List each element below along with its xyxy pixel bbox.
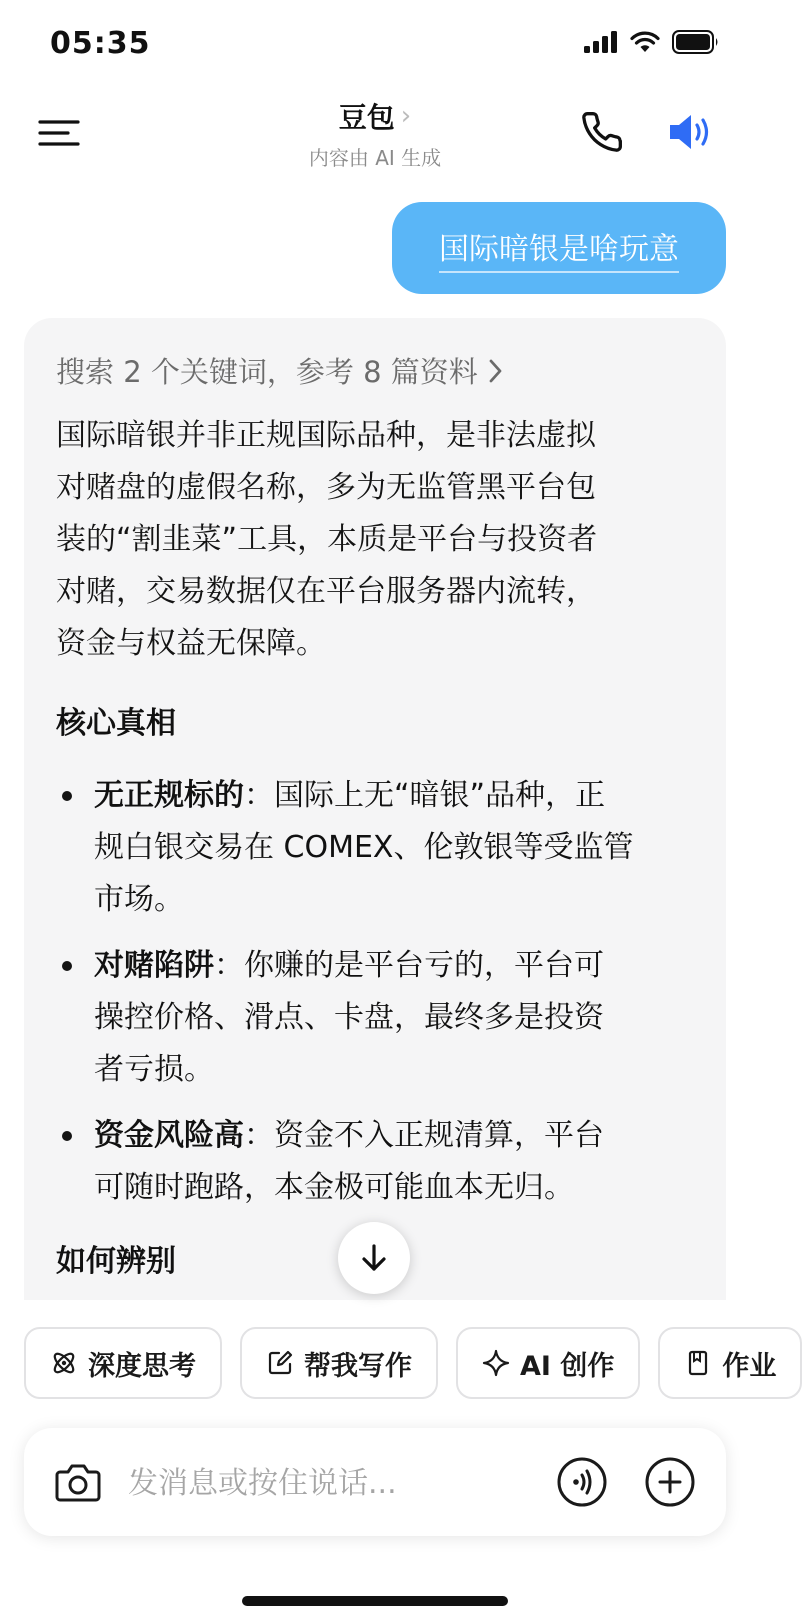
text-line: 对赌盘的虚假名称，多为无监管黑平台包: [56, 470, 596, 505]
bullet-list: [56, 770, 706, 1228]
camera-icon: [54, 1460, 102, 1504]
chat-header: [0, 90, 750, 180]
call-button[interactable]: [580, 110, 624, 154]
sparkle-icon: [482, 1349, 510, 1377]
add-attachment-button[interactable]: [644, 1456, 696, 1508]
wifi-icon: [630, 31, 660, 53]
chip-label: 作业: [722, 1350, 777, 1382]
search-summary-link[interactable]: [56, 350, 504, 391]
section-heading: 如何辨别: [56, 1244, 176, 1279]
bullet-dot: [62, 961, 72, 971]
list-item: [56, 940, 706, 1096]
bullet-text: 者亏损。: [94, 1052, 214, 1087]
voice-call-button[interactable]: [556, 1456, 608, 1508]
signal-icon: [584, 31, 618, 53]
edit-icon: [266, 1349, 294, 1377]
document-icon: [684, 1349, 712, 1377]
bottom-panel: [0, 1300, 777, 1624]
camera-button[interactable]: [54, 1460, 102, 1504]
plus-circle-icon: [644, 1456, 696, 1508]
bullet-dot: [62, 1131, 72, 1141]
bullet-text: 操控价格、滑点、卡盘，最终多是投资: [94, 1000, 604, 1035]
text-line: 资金与权益无保障。: [56, 626, 326, 661]
bullet-text: 规白银交易在 COMEX、伦敦银等受监管: [94, 830, 634, 865]
list-item: [56, 770, 706, 926]
chip-homework[interactable]: [658, 1327, 802, 1399]
home-indicator: [242, 1596, 508, 1606]
bullet-term: 对赌陷阱: [94, 948, 214, 983]
voice-wave-icon: [556, 1456, 608, 1508]
text-line: 装的“割韭菜”工具，本质是平台与投资者: [56, 522, 598, 557]
status-bar: [0, 0, 750, 90]
speaker-icon: [666, 110, 716, 154]
chevron-right-icon: ›: [400, 101, 412, 131]
answer-intro-paragraph: [56, 410, 686, 670]
chat-title: 豆包: [338, 101, 395, 134]
phone-icon: [580, 110, 624, 154]
scroll-to-bottom-button[interactable]: [338, 1222, 410, 1294]
chip-deep-thinking[interactable]: [24, 1327, 222, 1399]
text-line: 国际暗银并非正规国际品种，是非法虚拟: [56, 418, 596, 453]
arrow-down-icon: [360, 1243, 388, 1273]
status-icons: [584, 30, 720, 54]
bullet-term: 无正规标的: [94, 778, 244, 813]
chip-ai-create[interactable]: [456, 1327, 640, 1399]
bullet-text: ：资金不入正规清算，平台: [244, 1118, 604, 1153]
user-message-text: 国际暗银是啥玩意: [439, 224, 679, 273]
chip-label: AI 创作: [520, 1350, 615, 1382]
bullet-text: 可随时跑路，本金极可能血本无归。: [94, 1170, 574, 1205]
message-composer: [24, 1428, 726, 1536]
list-item: [56, 1110, 706, 1214]
section-heading: 核心真相: [56, 706, 176, 741]
bullet-text: 市场。: [94, 882, 184, 917]
chip-label: 深度思考: [88, 1350, 196, 1382]
bullet-dot: [62, 791, 72, 801]
status-time: 05:35: [50, 26, 151, 61]
chip-help-write[interactable]: [240, 1327, 438, 1399]
search-summary-text: 搜索 2 个关键词，参考 8 篇资料: [56, 355, 478, 389]
user-message-bubble[interactable]: [392, 202, 726, 294]
message-input[interactable]: [126, 1458, 510, 1508]
atom-icon: [50, 1349, 78, 1377]
bullet-term: 资金风险高: [94, 1118, 244, 1153]
quick-action-chips: [24, 1327, 802, 1399]
bullet-text: ：国际上无“暗银”品种，正: [244, 778, 606, 813]
ai-generated-note: 内容由 AI 生成: [308, 146, 442, 170]
text-line: 对赌，交易数据仅在平台服务器内流转，: [56, 574, 596, 609]
bullet-text: ：你赚的是平台亏的，平台可: [214, 948, 604, 983]
battery-icon: [672, 30, 720, 54]
chip-label: 帮我写作: [304, 1350, 412, 1382]
speaker-button[interactable]: [666, 110, 716, 154]
chevron-right-icon: [488, 358, 504, 384]
chat-title-block[interactable]: [0, 96, 750, 171]
